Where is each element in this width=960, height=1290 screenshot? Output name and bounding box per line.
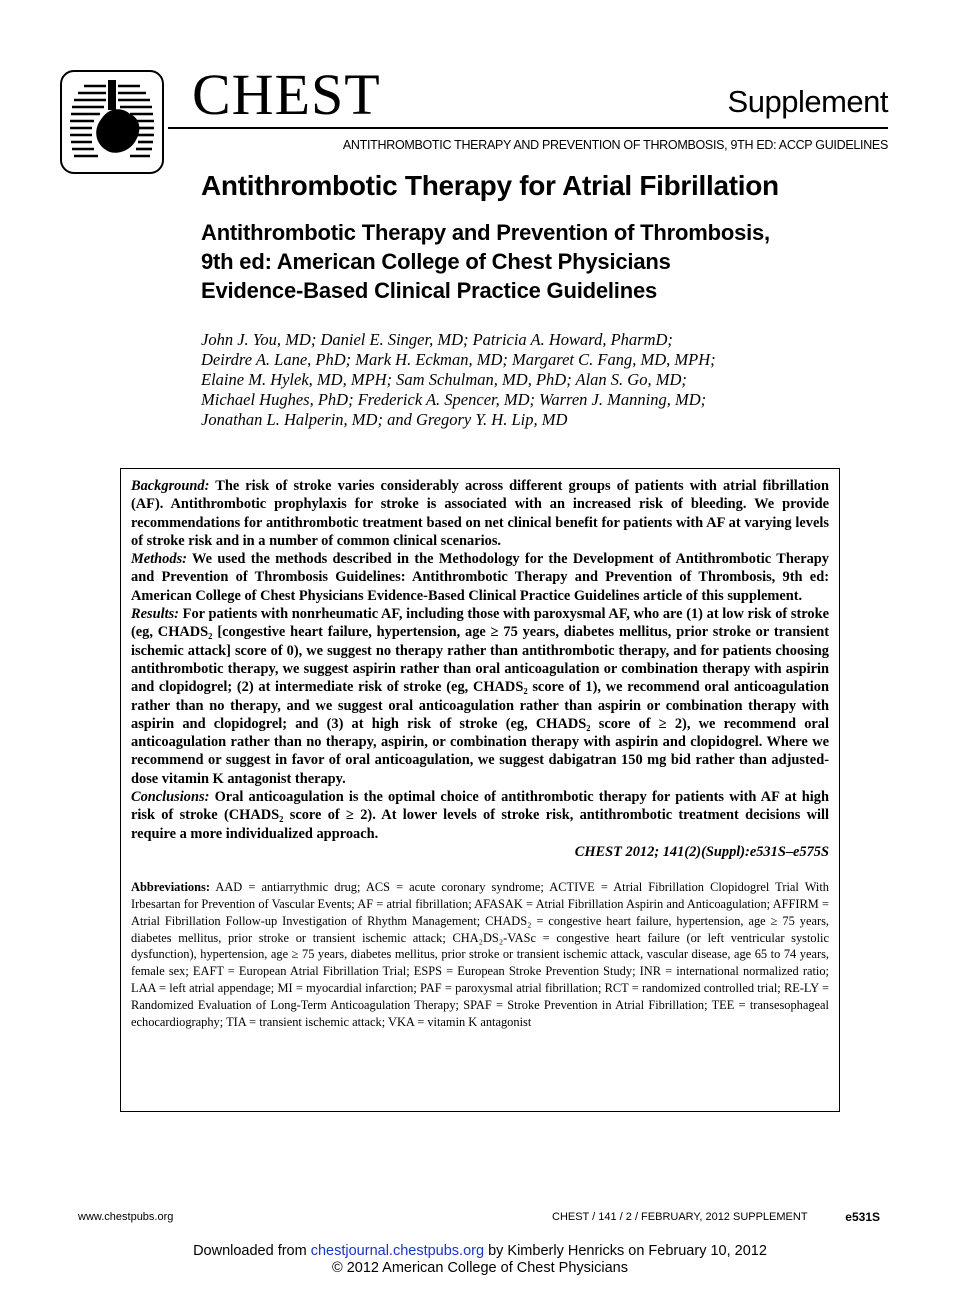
background-text: The risk of stroke varies considerably across different groups of patients with atrial fibrillation (AF). Antithrombotic prophylaxis for stroke is associated with an increased risk of bleeding. We provide recommendations for antithrombotic treatment based on net clinical benefit for patients with AF at varying levels of stroke risk and in a number of common clinical scenarios. (131, 478, 829, 549)
article-title: Antithrombotic Therapy for Atrial Fibrillation (201, 170, 779, 201)
methods-label: Methods: (131, 551, 187, 568)
abstract-background (131, 477, 829, 550)
abstract-conclusions (131, 788, 829, 843)
citation: CHEST 2012; 141(2)(Suppl):e531S–e575S (574, 843, 829, 860)
download-prefix: Downloaded from (193, 1243, 311, 1259)
background-label: Background: (131, 478, 210, 494)
copyright-line: © 2012 American College of Chest Physicians (331, 1260, 628, 1276)
article-subtitle (201, 218, 861, 305)
abstract-results (131, 605, 829, 788)
footer-website: www.chestpubs.org (78, 1211, 174, 1223)
footer-issue: CHEST / 141 / 2 / FEBRUARY, 2012 SUPPLEMENT (552, 1211, 808, 1223)
page-number: e531S (845, 1210, 880, 1224)
conclusions-label: Conclusions: (131, 789, 210, 806)
journal-name: CHEST (192, 62, 381, 127)
methods-text: We used the methods described in the Methodology for the Development of Antithrombotic Therapy and Prevention of Thrombosis Guidelines: Antithrombotic Therapy and Prevention of Thrombosis, 9th ed: American College of Chest Physicians Evidence-Based Clinical Practice Guidelines article of this supplement. (131, 551, 829, 604)
download-line (0, 1243, 960, 1260)
download-notice (0, 1243, 960, 1277)
subtitle-line: Evidence-Based Clinical Practice Guidelines (201, 278, 658, 303)
abstract-box (120, 468, 840, 1112)
abbreviations (131, 879, 829, 1030)
author-line: Jonathan L. Halperin, MD; and Gregory Y. H. Lip, MD (201, 410, 568, 429)
abbreviations-text: AAD = antiarrythmic drug; ACS = acute coronary syndrome; ACTIVE = Atrial Fibrillation Clopidogrel Trial With Irbesartan for Prevention of Vascular Events; AF = atrial fibrillation; AFASAK = Atrial Fibrillation Aspirin and Anticoagulation; AFFIRM = Atrial Fibrillation Follow-up Investigation of Rhythm Management; CHADS₂ = congestive heart failure, hypertension, age ≥ 75 years, diabetes mellitus, prior stroke or transient ischemic attack; CHA₂DS₂-VASc = congestive heart failure (or left ventricular systolic dysfunction), hypertension, age ≥ 75 years, diabetes mellitus, prior stroke or transient ischemic attack, vascular disease, age 65 to 74 years, female sex; EAFT = European Atrial Fibrillation Trial; ESPS = European Stroke Prevention Study; INR = international normalized ratio; LAA = left atrial appendage; MI = myocardial infarction; PAF = paroxysmal atrial fibrillation; RCT = randomized controlled trial; RE-LY = Randomized Evaluation of Long-Term Anticoagulation Therapy; SPAF = Stroke Prevention in Atrial Fibrillation; TEE = transesophageal echocardiography; TIA = transient ischemic attack; VKA = vitamin K antagonist (131, 880, 829, 1029)
author-line: John J. You, MD; Daniel E. Singer, MD; Patricia A. Howard, PharmD; (201, 330, 673, 349)
subtitle-line: Antithrombotic Therapy and Prevention of Thrombosis, (201, 220, 770, 245)
header-divider (168, 127, 888, 129)
download-source-link[interactable]: chestjournal.chestpubs.org (310, 1243, 485, 1259)
abstract (131, 477, 829, 861)
author-line: Elaine M. Hylek, MD, MPH; Sam Schulman, MD, PhD; Alan S. Go, MD; (201, 370, 687, 389)
author-line: Deirdre A. Lane, PhD; Mark H. Eckman, MD; Margaret C. Fang, MD, MPH; (201, 350, 716, 369)
author-line: Michael Hughes, PhD; Frederick A. Spencer, MD; Warren J. Manning, MD; (201, 390, 707, 409)
subtitle-line: 9th ed: American College of Chest Physicians (201, 249, 671, 274)
conclusions-text: Oral anticoagulation is the optimal choice of antithrombotic therapy for patients with AF at high risk of stroke (CHADS₂ score of ≥ 2). At lower levels of stroke risk, antithrombotic treatment decisions will require a more individualized approach. (131, 789, 829, 842)
results-text: For patients with nonrheumatic AF, including those with paroxysmal AF, who are (1) at low risk of stroke (eg, CHADS₂ [congestive heart failure, hypertension, age ≥ 75 years, diabetes mellitus, prior stroke or transient ischemic attack] score of 0), we suggest no therapy rather than antithrombotic therapy, and for patients choosing antithrombotic therapy, we suggest aspirin rather than oral anticoagulation or combination therapy with aspirin and clopidogrel; (2) at intermediate risk of stroke (eg, CHADS₂ score of 1), we recommend oral anticoagulation rather than no therapy, and we suggest oral anticoagulation rather than aspirin or combination therapy with aspirin and clopidogrel; and (3) at high risk of stroke (eg, CHADS₂ score of ≥ 2), we recommend oral anticoagulation rather than no therapy, aspirin, or combination therapy with aspirin and clopidogrel. Where we recommend or suggest in favor of oral anticoagulation, we suggest dabigatran 150 mg bid rather than adjusted-dose vitamin K antagonist therapy. (131, 606, 829, 787)
download-suffix: by Kimberly Henricks on February 10, 2012 (484, 1243, 767, 1259)
abstract-methods (131, 550, 829, 605)
supplement-label: Supplement (727, 84, 888, 119)
lungs-heart-logo-icon (62, 72, 162, 172)
series-title: ANTITHROMBOTIC THERAPY AND PREVENTION OF THROMBOSIS, 9TH ED: ACCP GUIDELINES (342, 138, 888, 152)
results-label: Results: (131, 606, 179, 623)
journal-logo (60, 70, 164, 174)
author-list (201, 330, 841, 430)
abbreviations-label: Abbreviations: (131, 880, 210, 895)
